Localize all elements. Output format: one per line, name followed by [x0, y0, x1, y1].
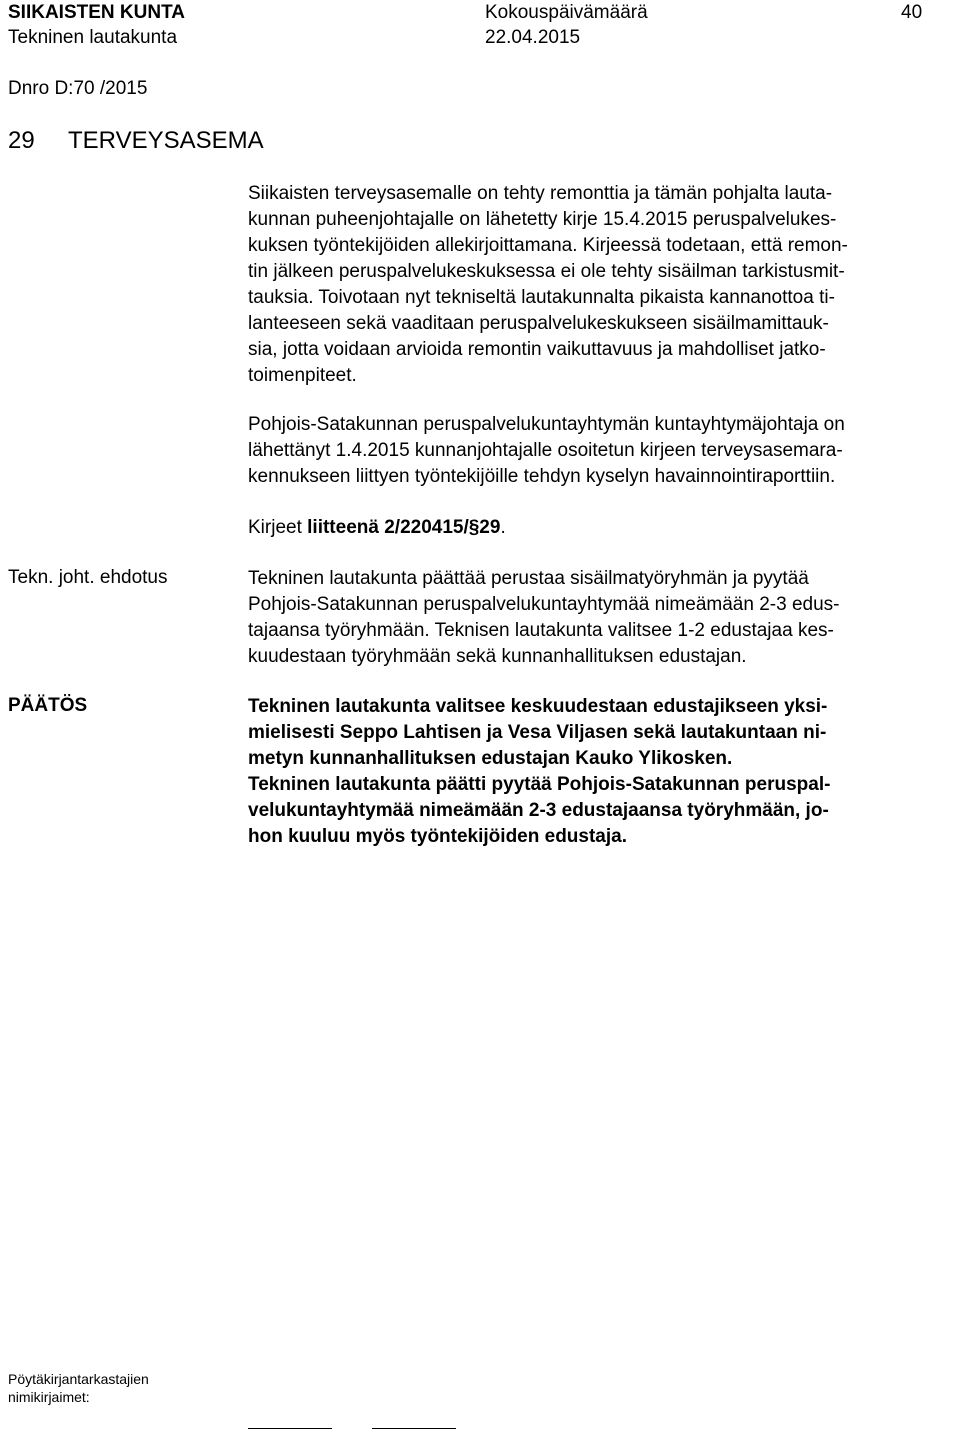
text-line: kunnan puheenjohtajalle on lähetetty kirje 15.4.2015 peruspalvelukes- [248, 209, 837, 230]
board-name: Tekninen lautakunta [8, 27, 178, 48]
text-line: Tekninen lautakunta valitsee keskuudestaan edustajikseen yksi- [248, 696, 828, 717]
text-line: tauksia. Toivotaan nyt tekniseltä lautakunnalta pikaista kannanottoa ti- [248, 287, 835, 308]
section-number: 29 [8, 127, 35, 154]
text-line: velukuntayhtymää nimeämään 2-3 edustajaansa työryhmään, jo- [248, 800, 829, 821]
body-paragraph-1 [248, 181, 953, 389]
text-line: kuudestaan työryhmään sekä kunnanhallituksen edustajan. [248, 646, 747, 667]
text-line: Pohjois-Satakunnan peruspalvelukuntayhtymää nimeämään 2-3 edus- [248, 594, 840, 615]
page-number: 40 [901, 2, 923, 23]
decision-label: PÄÄTÖS [8, 695, 88, 716]
body-paragraph-2 [248, 412, 953, 490]
text-line: sia, jotta voidaan arvioida remontin vaikuttavuus ja mahdolliset jatko- [248, 339, 826, 360]
attachments-reference: liitteenä 2/220415/§29 [307, 517, 501, 538]
record-number: Dnro D:70 /2015 [8, 78, 148, 99]
footer-label-line2: nimikirjaimet: [8, 1389, 90, 1405]
text-line: lähettänyt 1.4.2015 kunnanjohtajalle osoitetun kirjeen terveysasemara- [248, 440, 843, 461]
text-line: kuksen työntekijöiden allekirjoittamana. Kirjeessä todetaan, että remon- [248, 235, 848, 256]
decision-text [248, 694, 953, 850]
text-line: Siikaisten terveysasemalle on tehty remonttia ja tämän pohjalta lauta- [248, 183, 833, 204]
text-line: toimenpiteet. [248, 365, 357, 386]
proposal-label: Tekn. joht. ehdotus [8, 567, 168, 588]
signature-line-1 [248, 1428, 332, 1429]
text-line: Pohjois-Satakunnan peruspalvelukuntayhtymän kuntayhtymäjohtaja on [248, 414, 845, 435]
proposal-text [248, 566, 953, 670]
text-line: tin jälkeen peruspalvelukeskuksessa ei ole tehty sisäilman tarkistusmit- [248, 261, 845, 282]
section-title: TERVEYSASEMA [68, 127, 264, 154]
text-line: metyn kunnanhallituksen edustajan Kauko Ylikosken. [248, 748, 733, 769]
text-line: lanteeseen sekä vaaditaan peruspalvelukeskukseen sisäilmamittauk- [248, 313, 829, 334]
text-line: hon kuuluu myös työntekijöiden edustaja. [248, 826, 627, 847]
signature-line-2 [372, 1428, 456, 1429]
text-line: mielisesti Seppo Lahtisen ja Vesa Viljasen sekä lautakuntaan ni- [248, 722, 827, 743]
text-line: Tekninen lautakunta päätti pyytää Pohjois-Satakunnan peruspal- [248, 774, 831, 795]
text-line: tajaansa työryhmään. Teknisen lautakunta valitsee 1-2 edustajaa kes- [248, 620, 834, 641]
attachments-suffix: . [500, 517, 506, 538]
organization-name: SIIKAISTEN KUNTA [8, 2, 185, 23]
meeting-date-label: Kokouspäivämäärä [485, 2, 648, 23]
footer-label-line1: Pöytäkirjantarkastajien [8, 1371, 149, 1387]
text-line: Tekninen lautakunta päättää perustaa sisäilmatyöryhmän ja pyytää [248, 568, 809, 589]
attachments-line [248, 515, 953, 541]
attachments-prefix: Kirjeet [248, 517, 308, 538]
meeting-date: 22.04.2015 [485, 27, 581, 48]
text-line: kennukseen liittyen työntekijöille tehdyn kyselyn havainnointiraporttiin. [248, 466, 836, 487]
